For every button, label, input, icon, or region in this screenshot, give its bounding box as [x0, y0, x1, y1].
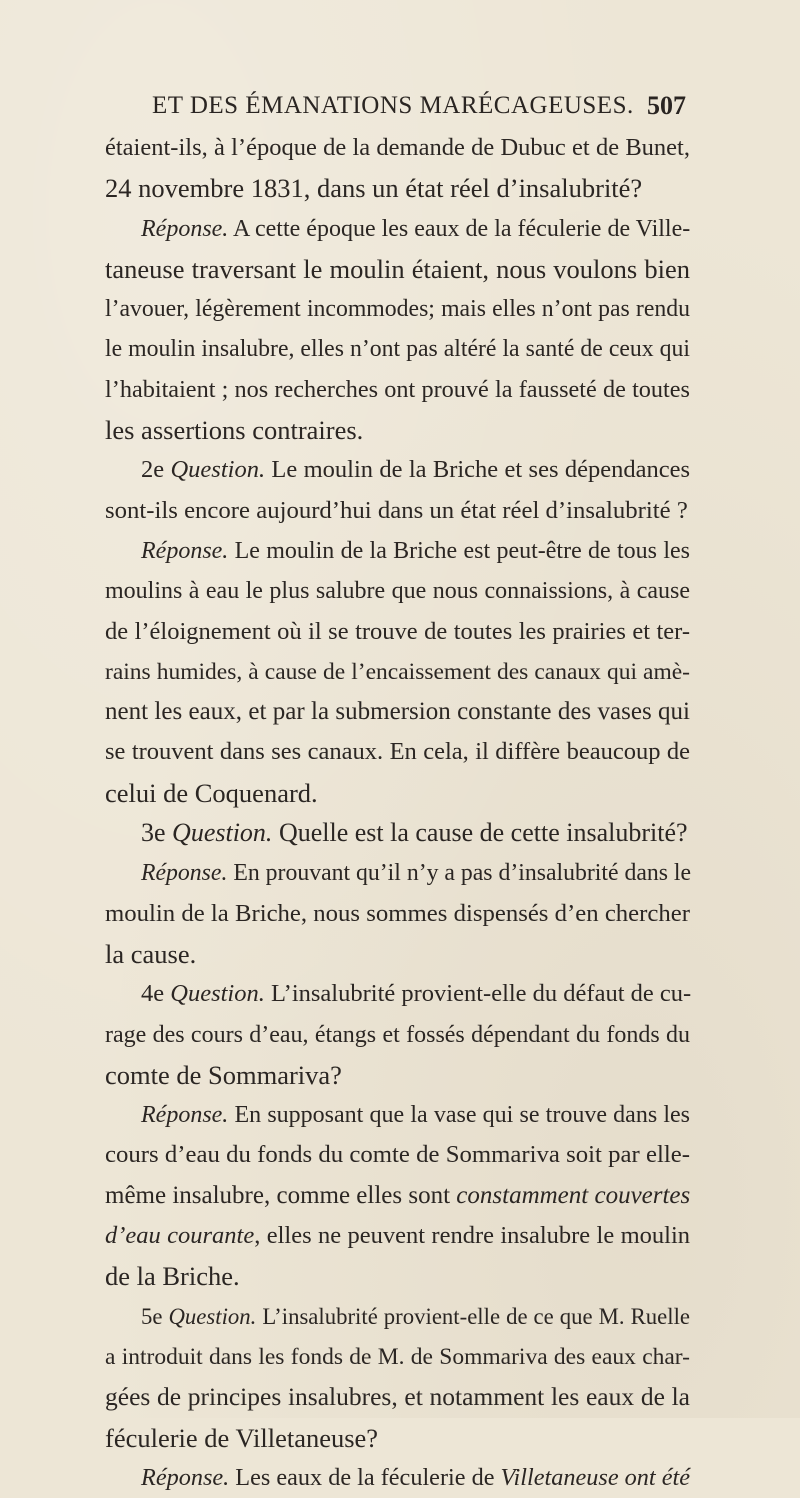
text-line [105, 370, 690, 410]
line-text: a introduit dans les fonds de M. de Sommariva des eaux char- [105, 1343, 690, 1370]
label-italic: Question. [168, 1303, 257, 1329]
label-italic: Question. [172, 818, 273, 848]
line-text: étaient-ils, à l’époque de la demande de Dubuc et de Bunet, [105, 134, 690, 161]
line-text: le moulin insalubre, elles n’ont pas altéré la santé de ceux qui [105, 336, 690, 363]
text-line [105, 410, 690, 450]
line-text: même insalubre, comme elles sont [105, 1181, 457, 1209]
text-line [105, 732, 690, 772]
line-text: moulin de la Briche, nous sommes dispensés d’en chercher [105, 899, 690, 927]
line-text: rains humides, à cause de l’encaissement des canaux qui amè- [105, 658, 690, 685]
italic-phrase: Villetaneuse ont été [500, 1463, 690, 1491]
running-head: ET DES ÉMANATIONS MARÉCAGEUSES. [152, 92, 634, 119]
line-text: de la Briche. [105, 1261, 240, 1292]
italic-phrase: constamment couvertes [456, 1181, 691, 1209]
line-text: rage des cours d’eau, étangs et fossés dépendant du fonds du [105, 1021, 690, 1048]
text-line [105, 128, 690, 168]
line-text: l’avouer, légèrement incommodes; mais elles n’ont pas rendu [105, 296, 690, 323]
line-text: En prouvant qu’il n’y a pas d’insalubrité dans le [227, 860, 692, 887]
line-text: Quelle est la cause de cette insalubrité? [272, 818, 688, 848]
line-text: moulins à eau le plus salubre que nous connaissions, à cause [105, 578, 690, 605]
text-line [105, 974, 690, 1014]
text-line [105, 1256, 690, 1296]
text-line [105, 209, 690, 249]
line-text: se trouvent dans ses canaux. En cela, il diffère beaucoup de [105, 738, 690, 766]
text-line [105, 289, 690, 329]
page-number: 507 [647, 91, 686, 120]
question-number: 2e [141, 456, 171, 484]
label-italic: Réponse. [141, 1463, 230, 1491]
text-line [105, 168, 690, 208]
line-text: celui de Coquenard. [105, 777, 318, 808]
line-text: de l’éloignement où il se trouve de toutes les prairies et ter- [105, 617, 690, 645]
line-text: féculerie de Villetaneuse? [105, 1422, 379, 1453]
label-italic: Question. [170, 980, 265, 1008]
line-text: sont-ils encore aujourd’hui dans un état réel d’insalubrité ? [105, 496, 688, 524]
text-line [105, 934, 690, 974]
label-italic: Réponse. [141, 215, 229, 242]
text-line [105, 249, 690, 289]
line-text: 24 novembre 1831, dans un état réel d’insalubrité? [105, 173, 643, 204]
text-line [105, 1337, 690, 1377]
line-text: L’insalubrité provient-elle du défaut de cu- [264, 980, 692, 1008]
text-line [105, 853, 690, 893]
line-text: les assertions contraires. [105, 415, 364, 446]
line-text: , elles ne peuvent rendre insalubre le moulin [254, 1222, 690, 1250]
line-text: L’insalubrité provient-elle de ce que M. Ruelle [256, 1303, 690, 1329]
text-line [105, 1216, 690, 1256]
text-line [105, 1055, 690, 1095]
label-italic: Réponse. [141, 1102, 229, 1129]
text-line [105, 894, 690, 934]
line-text: Les eaux de la féculerie de [229, 1463, 501, 1491]
line-text: cours d’eau du fonds du comte de Sommariva soit par elle- [105, 1141, 690, 1169]
text-line [105, 652, 690, 692]
label-italic: Réponse. [141, 860, 228, 887]
text-line [105, 491, 690, 531]
text-line [105, 1095, 690, 1135]
body-text [105, 128, 690, 1498]
line-text: A cette époque les eaux de la féculerie de Ville- [228, 215, 691, 242]
line-text: l’habitaient ; nos recherches ont prouvé la fausseté de toutes [105, 375, 690, 403]
line-text: nent les eaux, et par la submersion constante des vases qui [105, 698, 690, 726]
label-italic: Réponse. [141, 537, 229, 564]
text-line [105, 450, 690, 490]
text-line [105, 329, 690, 369]
text-line [105, 813, 690, 853]
text-line [105, 773, 690, 813]
line-text: Le moulin de la Briche et ses dépendances [265, 456, 691, 484]
text-line [105, 692, 690, 732]
question-number: 4e [141, 980, 171, 1008]
line-text: En supposant que la vase qui se trouve dans les [228, 1102, 690, 1129]
text-line [105, 1377, 690, 1417]
text-line [105, 1418, 690, 1458]
line-text: comte de Sommariva? [105, 1059, 342, 1090]
text-line [105, 1015, 690, 1055]
text-line [105, 612, 690, 652]
text-line [105, 1297, 690, 1337]
italic-phrase: d’eau courante [105, 1222, 255, 1250]
text-line [105, 1176, 690, 1216]
text-line [105, 1135, 690, 1175]
question-number: 5e [141, 1303, 169, 1329]
line-text: gées de principes insalubres, et notamment les eaux de la [105, 1382, 690, 1412]
text-line [105, 571, 690, 611]
line-text: la cause. [105, 938, 197, 969]
label-italic: Question. [170, 456, 266, 484]
text-line [105, 1458, 690, 1498]
line-text: taneuse traversant le moulin étaient, nous voulons bien [105, 253, 690, 284]
line-text: Le moulin de la Briche est peut-être de tous les [228, 537, 690, 564]
text-line [105, 531, 690, 571]
question-number: 3e [141, 818, 173, 848]
